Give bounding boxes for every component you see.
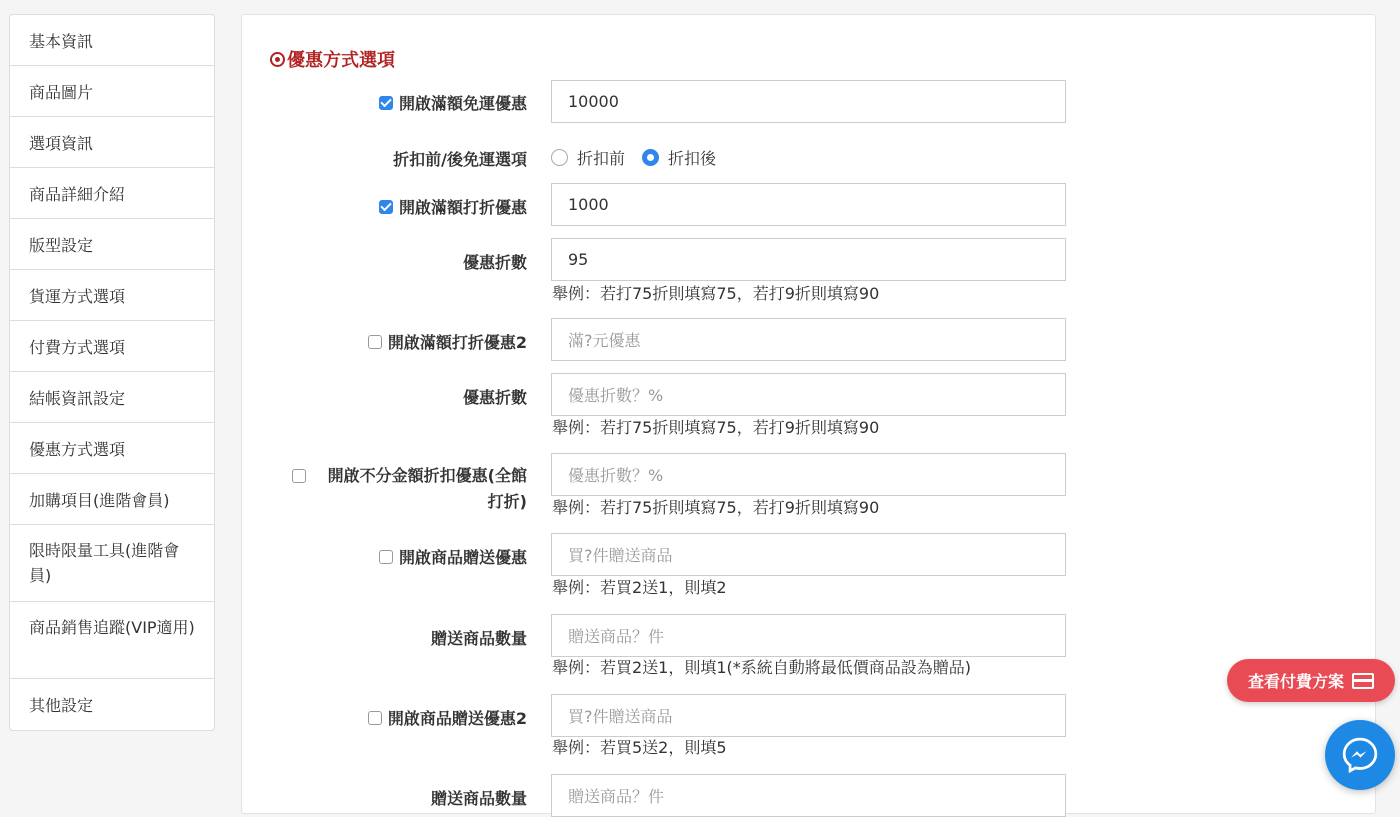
discount1-label: [379, 195, 527, 218]
sidebar-item-discount-options[interactable]: [10, 423, 214, 474]
sidebar-item-layout-settings[interactable]: [10, 219, 214, 270]
storewide-hint: 舉例：若打75折則填寫75，若打9折則填寫90: [552, 498, 880, 517]
after-discount-label: 折扣後: [668, 148, 717, 168]
sidebar-item-product-details[interactable]: [10, 168, 214, 219]
sidebar-item-label: 貨運方式選項: [29, 287, 126, 306]
before-discount-label: 折扣前: [577, 148, 626, 168]
sidebar-item-label: 商品圖片: [29, 83, 94, 102]
gift2-qty-input[interactable]: 贈送商品？件: [551, 774, 1066, 817]
storewide-rate-input[interactable]: 優惠折數？%: [551, 453, 1066, 496]
messenger-chat-button[interactable]: [1325, 720, 1395, 790]
sidebar-item-label: 加購項目(進階會員): [29, 491, 170, 510]
discount2-rate-label-text: 優惠折數: [462, 388, 527, 407]
section-title: [270, 46, 395, 72]
gift1-label-text: 開啟商品贈送優惠: [398, 548, 527, 567]
target-icon: [270, 52, 285, 67]
sidebar-nav: [9, 14, 215, 731]
sidebar-item-sales-tracking[interactable]: [10, 602, 214, 679]
sidebar-item-label: 其他設定: [29, 696, 94, 715]
discount2-label-text: 開啟滿額打折優惠2: [387, 333, 527, 352]
sidebar-item-shipping-options[interactable]: [10, 270, 214, 321]
discount2-label: [368, 330, 527, 353]
gift1-hint: 舉例：若買2送1，則填2: [552, 578, 727, 597]
gift1-qty-hint: 舉例：若買2送1，則填1(*系統自動將最低價商品設為贈品): [552, 658, 972, 677]
discount2-amount-input[interactable]: 滿?元優惠: [551, 318, 1066, 361]
gift2-buy-input[interactable]: 買?件贈送商品: [551, 694, 1066, 737]
free-shipping-checkbox[interactable]: [379, 96, 393, 110]
sidebar-item-label: 商品銷售追蹤(VIP適用): [29, 618, 195, 637]
sidebar-item-basic-info[interactable]: [10, 15, 214, 66]
sidebar-item-label: 版型設定: [29, 236, 94, 255]
storewide-checkbox[interactable]: [292, 469, 306, 483]
sidebar-item-payment-options[interactable]: [10, 321, 214, 372]
gift2-label-text: 開啟商品贈送優惠2: [387, 709, 527, 728]
discount2-rate-input[interactable]: 優惠折數？%: [551, 373, 1066, 416]
view-pricing-button[interactable]: [1227, 659, 1395, 702]
section-title-text: 優惠方式選項: [287, 50, 395, 71]
gift2-qty-label: [431, 786, 527, 809]
discount1-label-text: 開啟滿額打折優惠: [398, 198, 527, 217]
discount1-amount-input[interactable]: 1000: [551, 183, 1066, 226]
gift2-qty-label-text: 贈送商品數量: [430, 789, 527, 808]
sidebar-item-label: 結帳資訊設定: [29, 389, 126, 408]
discount2-rate-label: [463, 385, 527, 408]
storewide-label-text: 開啟不分金額折扣優惠(全館打折): [327, 466, 527, 511]
gift2-label: [368, 706, 527, 729]
sidebar-item-label: 選項資訊: [29, 134, 94, 153]
credit-card-icon: [1352, 673, 1374, 689]
discount2-rate-hint: 舉例：若打75折則填寫75，若打9折則填寫90: [552, 418, 880, 437]
gift2-hint: 舉例：若買5送2，則填5: [552, 738, 727, 757]
ship-option-label: [393, 147, 527, 170]
gift1-label: [379, 545, 527, 568]
ship-option-radio-group: [551, 145, 733, 169]
sidebar-item-product-images[interactable]: [10, 66, 214, 117]
discount1-rate-label-text: 優惠折數: [462, 253, 527, 272]
gift1-qty-label: [431, 626, 527, 649]
after-discount-radio[interactable]: [642, 149, 659, 166]
messenger-icon: [1341, 736, 1379, 774]
gift1-checkbox[interactable]: [379, 550, 393, 564]
sidebar-item-label: 基本資訊: [29, 32, 94, 51]
gift2-checkbox[interactable]: [368, 711, 382, 725]
discount1-rate-hint: 舉例：若打75折則填寫75，若打9折則填寫90: [552, 284, 880, 303]
sidebar-item-other-settings[interactable]: [10, 679, 214, 730]
view-pricing-label: 查看付費方案: [1247, 672, 1344, 691]
discount1-rate-input[interactable]: 95: [551, 238, 1066, 281]
sidebar-item-addon-items[interactable]: [10, 474, 214, 525]
sidebar-item-label: 優惠方式選項: [29, 440, 126, 459]
free-shipping-label: [379, 91, 527, 114]
sidebar-item-checkout-settings[interactable]: [10, 372, 214, 423]
discount2-checkbox[interactable]: [368, 335, 382, 349]
gift1-buy-input[interactable]: 買?件贈送商品: [551, 533, 1066, 576]
sidebar-item-label: 付費方式選項: [29, 338, 126, 357]
ship-option-label-text: 折扣前/後免運選項: [393, 150, 527, 169]
sidebar-item-label: 限時限量工具(進階會員): [29, 541, 180, 585]
free-shipping-amount-input[interactable]: 10000: [551, 80, 1066, 123]
before-discount-radio[interactable]: [551, 149, 568, 166]
sidebar-item-limited-time-tool[interactable]: [10, 525, 214, 602]
gift1-qty-label-text: 贈送商品數量: [430, 629, 527, 648]
discount1-rate-label: [463, 250, 527, 273]
discount1-checkbox[interactable]: [379, 200, 393, 214]
gift1-qty-input[interactable]: 贈送商品？件: [551, 614, 1066, 657]
sidebar-item-label: 商品詳細介紹: [29, 185, 126, 204]
sidebar-item-option-info[interactable]: [10, 117, 214, 168]
storewide-label: [282, 463, 527, 515]
free-shipping-label-text: 開啟滿額免運優惠: [398, 94, 527, 113]
